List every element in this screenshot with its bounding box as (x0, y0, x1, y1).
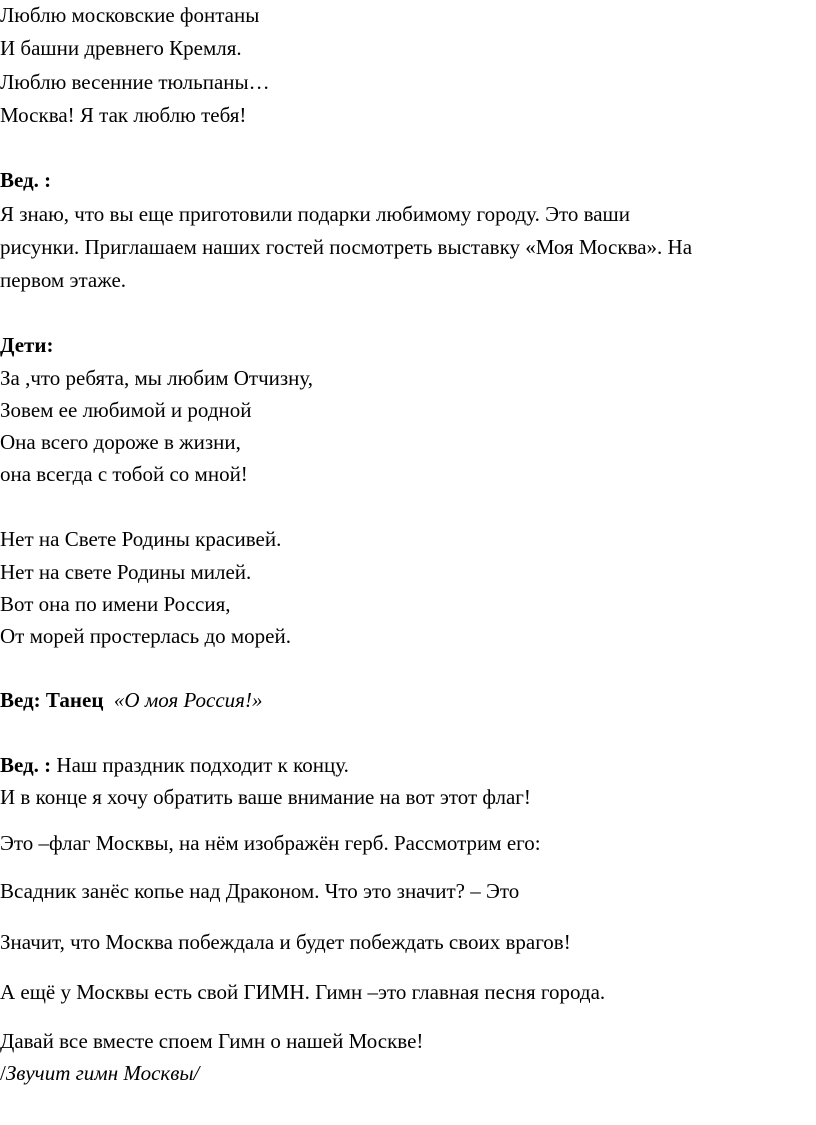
ved2-line-2: И в конце я хочу обратить ваше внимание на вот этот флаг! (0, 785, 531, 809)
ved2-first-text: Наш праздник подходит к концу. (51, 753, 349, 777)
stage-direction-slash: / (0, 1061, 6, 1085)
speaker-ved-2: Вед. : (0, 753, 52, 777)
dance-label: Вед: Танец (0, 688, 104, 712)
poem-line-2: И башни древнего Кремля. (0, 36, 242, 60)
dance-title: «О моя Россия!» (113, 688, 263, 712)
ved2-line-1 (0, 753, 349, 777)
paragraph-4: А ещё у Москвы есть свой ГИМН. Гимн –это главная песня города. (0, 980, 606, 1004)
ved1-line-1: Я знаю, что вы еще приготовили подарки любимому городу. Это ваши (0, 202, 630, 226)
poem-line-1: Люблю московские фонтаны (0, 3, 260, 27)
paragraph-1: Это –флаг Москвы, на нём изображён герб. Рассмотрим его: (0, 831, 541, 855)
dance-line (0, 688, 262, 712)
speaker-children: Дети: (0, 333, 54, 357)
children-stanza2-line-3: Вот она по имени Россия, (0, 592, 231, 616)
speaker-ved-1: Вед. : (0, 168, 52, 192)
ved1-line-2: рисунки. Приглашаем наших гостей посмотреть выставку «Моя Москва». На (0, 235, 693, 259)
children-stanza2-line-4: От морей простерлась до морей. (0, 624, 291, 648)
children-stanza1-line-1: За ,что ребята, мы любим Отчизну, (0, 366, 314, 390)
children-stanza2-line-2: Нет на свете Родины милей. (0, 560, 252, 584)
paragraph-5: Давай все вместе споем Гимн о нашей Москве! (0, 1029, 424, 1053)
paragraph-2: Всадник занёс копье над Драконом. Что это значит? – Это (0, 879, 520, 903)
stage-direction (0, 1061, 199, 1085)
stage-direction-text: Звучит гимн Москвы/ (5, 1061, 200, 1085)
ved1-line-3: первом этаже. (0, 268, 127, 292)
poem-line-3: Люблю весенние тюльпаны… (0, 70, 270, 94)
poem-line-4: Москва! Я так люблю тебя! (0, 103, 247, 127)
children-stanza2-line-1: Нет на Свете Родины красивей. (0, 527, 282, 551)
children-stanza1-line-4: она всегда с тобой со мной! (0, 462, 248, 486)
paragraph-3: Значит, что Москва побеждала и будет побеждать своих врагов! (0, 930, 571, 954)
children-stanza1-line-3: Она всего дороже в жизни, (0, 430, 241, 454)
children-stanza1-line-2: Зовем ее любимой и родной (0, 398, 252, 422)
